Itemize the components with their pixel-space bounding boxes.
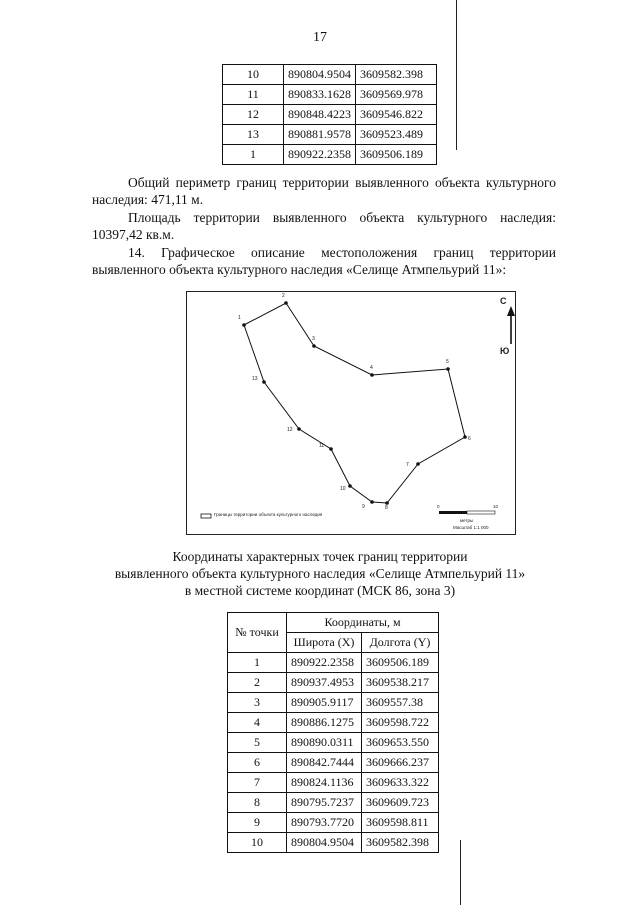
table-row [228, 713, 439, 733]
table-row [228, 753, 439, 773]
latitude-cell: 890793.7720 [287, 813, 362, 833]
boundary-point-label: 12 [287, 427, 293, 433]
longitude-cell: 3609609.723 [362, 793, 439, 813]
latitude-cell: 890804.9504 [284, 65, 356, 85]
boundary-point-label: 7 [406, 462, 409, 468]
header-latitude: Широта (X) [287, 633, 362, 653]
coordinates-caption-line-3: в местной системе координат (МСК 86, зона 3) [184, 583, 456, 598]
latitude-cell: 890886.1275 [287, 713, 362, 733]
territory-boundary-polygon [244, 303, 465, 503]
header-coordinates: Координаты, м [287, 613, 439, 633]
boundary-point [312, 344, 316, 348]
boundary-map [186, 291, 516, 535]
longitude-cell: 3609557.38 [362, 693, 439, 713]
longitude-cell: 3609569.978 [356, 85, 437, 105]
point-number-cell: 5 [228, 733, 287, 753]
table-row [228, 673, 439, 693]
point-number-cell: 7 [228, 773, 287, 793]
boundary-point [284, 301, 288, 305]
table-row [223, 145, 437, 165]
boundary-point-label: 8 [385, 505, 388, 511]
boundary-point [463, 435, 467, 439]
scale-tick-10: 10 [493, 504, 499, 509]
legend-text: Границы территории объекта культурного наследия [214, 512, 323, 517]
point-number-cell: 6 [228, 753, 287, 773]
boundary-point [446, 367, 450, 371]
legend-swatch [201, 514, 211, 518]
boundary-point-label: 1 [238, 315, 241, 321]
boundary-point-label: 3 [312, 336, 315, 342]
perimeter-paragraph: Общий периметр границ территории выявленного объекта культурного наследия: 471,11 м. [92, 175, 556, 207]
table-row [228, 793, 439, 813]
coordinates-table-continued [222, 64, 437, 165]
boundary-point-label: 5 [446, 359, 449, 365]
north-label: С [500, 296, 507, 306]
latitude-cell: 890922.2358 [287, 653, 362, 673]
south-label: Ю [500, 346, 510, 356]
table-row [228, 833, 439, 853]
scale-tick-0: 0 [437, 504, 440, 509]
section-14-paragraph: 14. Графическое описание местоположения границ территории выявленного объекта культурного наследия «Селище Атмпельурий 11»: [92, 245, 556, 277]
header-longitude: Долгота (Y) [362, 633, 439, 653]
boundary-point [242, 323, 246, 327]
point-number-cell: 1 [228, 653, 287, 673]
scale-ratio: Масштаб 1:1 000 [453, 525, 489, 530]
boundary-point [416, 462, 420, 466]
point-number-cell: 11 [223, 85, 284, 105]
table-row [228, 773, 439, 793]
point-number-cell: 10 [223, 65, 284, 85]
coordinates-caption-line-2: выявленного объекта культурного наследия «Селище Атмпельурий 11» [114, 566, 526, 581]
point-number-cell: 8 [228, 793, 287, 813]
latitude-cell: 890842.7444 [287, 753, 362, 773]
longitude-cell: 3609538.217 [362, 673, 439, 693]
north-arrow [507, 306, 515, 344]
table-row [223, 65, 437, 85]
table-row [228, 733, 439, 753]
longitude-cell: 3609523.489 [356, 125, 437, 145]
latitude-cell: 890795.7237 [287, 793, 362, 813]
scale-bar [439, 511, 495, 514]
longitude-cell: 3609653.550 [362, 733, 439, 753]
boundary-point [370, 500, 374, 504]
longitude-cell: 3609598.722 [362, 713, 439, 733]
coordinates-table [227, 612, 439, 853]
point-number-cell: 4 [228, 713, 287, 733]
table-row [223, 125, 437, 145]
table-row [223, 105, 437, 125]
latitude-cell: 890890.0311 [287, 733, 362, 753]
latitude-cell: 890922.2358 [284, 145, 356, 165]
boundary-map-drawing [187, 292, 515, 534]
point-number-cell: 1 [223, 145, 284, 165]
longitude-cell: 3609582.398 [362, 833, 439, 853]
longitude-cell: 3609506.189 [362, 653, 439, 673]
longitude-cell: 3609666.237 [362, 753, 439, 773]
latitude-cell: 890833.1628 [284, 85, 356, 105]
latitude-cell: 890824.1136 [287, 773, 362, 793]
page-number: 17 [313, 30, 327, 45]
longitude-cell: 3609582.398 [356, 65, 437, 85]
latitude-cell: 890905.9117 [287, 693, 362, 713]
boundary-point-label: 13 [252, 376, 258, 382]
table-row [228, 693, 439, 713]
boundary-point-label: 4 [370, 365, 373, 371]
area-paragraph: Площадь территории выявленного объекта культурного наследия: 10397,42 кв.м. [92, 210, 556, 242]
latitude-cell: 890881.9578 [284, 125, 356, 145]
boundary-point [329, 447, 333, 451]
boundary-point [348, 484, 352, 488]
boundary-point-label: 9 [362, 504, 365, 510]
latitude-cell: 890804.9504 [287, 833, 362, 853]
scale-units: метры [460, 518, 474, 523]
boundary-point-label: 10 [340, 486, 346, 492]
boundary-point-label: 11 [319, 443, 325, 449]
boundary-point [370, 373, 374, 377]
point-number-cell: 12 [223, 105, 284, 125]
table-row [228, 813, 439, 833]
longitude-cell: 3609633.322 [362, 773, 439, 793]
scan-artifact-line [460, 840, 461, 905]
boundary-point [262, 380, 266, 384]
latitude-cell: 890848.4223 [284, 105, 356, 125]
longitude-cell: 3609598.811 [362, 813, 439, 833]
point-number-cell: 9 [228, 813, 287, 833]
point-number-cell: 3 [228, 693, 287, 713]
latitude-cell: 890937.4953 [287, 673, 362, 693]
longitude-cell: 3609506.189 [356, 145, 437, 165]
boundary-point [297, 427, 301, 431]
scan-artifact-line [456, 0, 457, 150]
longitude-cell: 3609546.822 [356, 105, 437, 125]
boundary-point-label: 2 [282, 293, 285, 299]
table-row [228, 653, 439, 673]
header-point-number: № точки [228, 613, 287, 653]
coordinates-caption-line-1: Координаты характерных точек границ территории [172, 549, 468, 564]
point-number-cell: 2 [228, 673, 287, 693]
boundary-point-label: 6 [468, 436, 471, 442]
point-number-cell: 13 [223, 125, 284, 145]
table-row [223, 85, 437, 105]
point-number-cell: 10 [228, 833, 287, 853]
